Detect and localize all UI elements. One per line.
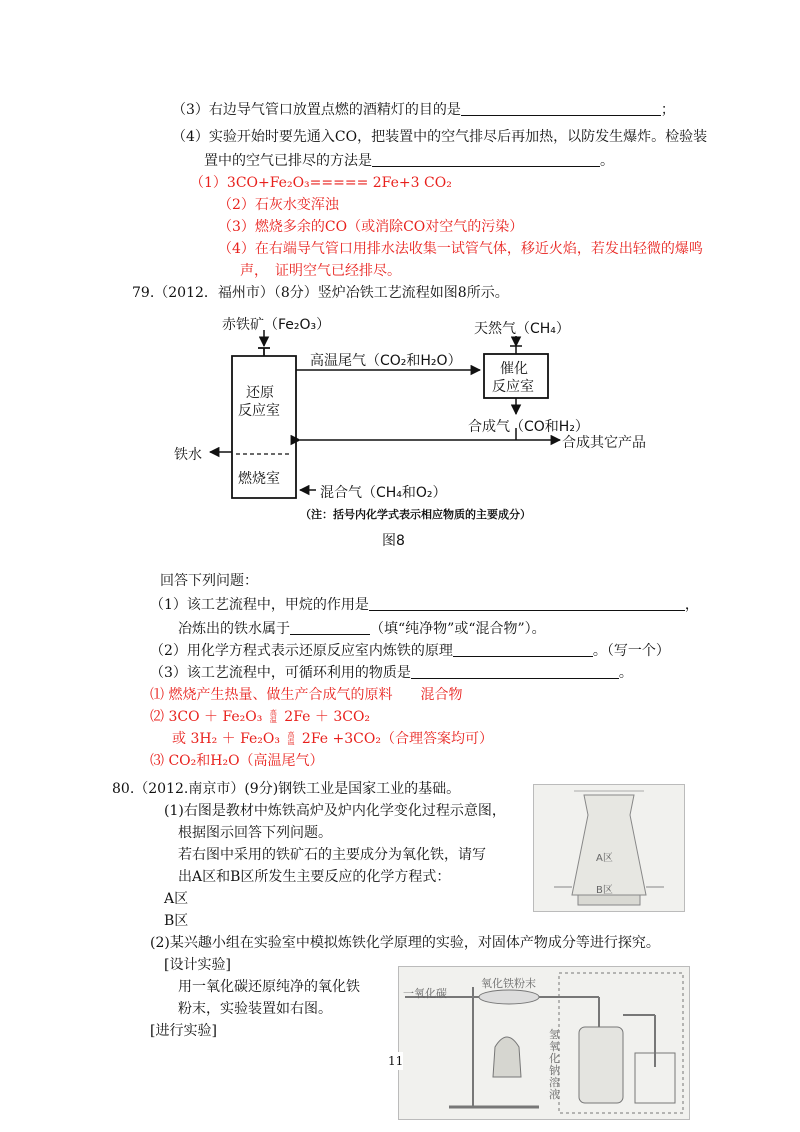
q79-prompt: 回答下列问题： [160,573,258,589]
catalytic-label-2: 反应室 [492,379,534,395]
furnace-area-b-label: B区 [596,885,613,896]
catalytic-label-1: 催化 [500,361,528,377]
q80-part1-line3: 若右图中采用的铁矿石的主要成分为氧化铁，请写 [178,847,486,863]
furnace-area-a-label: A区 [596,853,613,864]
q78-part3: （3）右边导气管口放置点燃的酒精灯的目的是 ； [172,102,675,118]
flow-diagram-lines [0,0,800,560]
q79-answer-3: ⑶ CO₂和H₂O（高温尾气） [150,753,324,769]
q80-part1-line2: 根据图示回答下列问题。 [178,825,332,841]
mixed-gas-label: 混合气（CH₄和O₂） [320,485,447,501]
q79-part1-line2: 冶炼出的铁水属于 （填“纯净物”或“混合物”）。 [178,621,546,637]
apparatus-fe2o3-label: 氧化铁粉末 [481,977,536,990]
diagram-note: （注：括号内化学式表示相应物质的主要成分） [300,508,531,521]
q80-area-a: A区 [164,891,189,907]
ore-label: 赤铁矿（Fe₂O₃） [222,317,331,333]
q80-header: 80.（2012.南京市）(9分)钢铁工业是国家工业的基础。 [112,781,461,797]
q78-answer-4-line1: （4）在右端导气管口用排水法收集一试管气体，移近火焰，若发出轻微的爆鸣 [218,241,703,257]
page-number: 11 [388,1054,404,1068]
combustion-label: 燃烧室 [238,471,280,487]
q79-answer-1: ⑴ 燃烧产生热量、做生产合成气的原料 混合物 [150,687,463,703]
q79-header: 79.（2012．福州市）（8分）竖炉冶铁工艺流程如图8所示。 [132,285,509,301]
apparatus-figure [398,966,690,1120]
q78-part4-line2: 置中的空气已排尽的方法是 。 [204,153,614,169]
q80-part2-line1: (2)某兴趣小组在实验室中模拟炼铁化学原理的实验，对固体产物成分等进行探究。 [150,935,660,951]
q79-part3: （3）该工艺流程中，可循环利用的物质是 。 [150,665,633,681]
q78-answer-3: （3）燃烧多余的CO（或消除CO对空气的污染） [218,219,524,235]
figure-caption: 图8 [382,533,405,549]
tail-gas-label: 高温尾气（CO₂和H₂O） [310,353,462,369]
q80-design-heading: [设计实验] [164,957,231,973]
syngas-label: 合成气（CO和H₂） [468,419,589,435]
blast-furnace-figure [533,784,685,912]
q80-conduct-heading: [进行实验] [150,1023,217,1039]
q79-part1-line1: （1）该工艺流程中，甲烷的作用是 ， [150,597,699,613]
q79-answer-2b: 或 3H₂ ＋ Fe₂O₃ 高 温 2Fe +3CO₂（合理答案均可） [172,731,493,747]
q79-answer-2: ⑵ 3CO ＋ Fe₂O₃ 高 温 2Fe ＋ 3CO₂ [150,709,371,725]
other-products-label: 合成其它产品 [562,435,646,451]
q80-part1-line1: (1)右图是教材中炼铁高炉及炉内化学变化过程示意图， [164,803,506,819]
natural-gas-label: 天然气（CH₄） [474,321,570,337]
q80-design-text-1: 用一氧化碳还原纯净的氧化铁 [178,979,360,995]
apparatus-co-label: 一氧化碳 [403,987,447,1000]
q80-area-b: B区 [164,913,189,929]
q80-part1-line4: 出A区和B区所发生主要反应的化学方程式： [178,869,451,885]
q78-answer-4-line2: 声， 证明空气已经排尽。 [240,263,401,279]
apparatus-naoh-label: 氢氧化钠溶液 [549,1028,560,1101]
q79-part2: （2）用化学方程式表示还原反应室内炼铁的原理 。（写一个） [150,643,670,659]
q78-answer-1: （1）3CO+Fe₂O₃===== 2Fe+3 CO₂ [190,175,452,191]
reduction-label-2: 反应室 [238,403,280,419]
reduction-label-1: 还原 [246,385,274,401]
q78-answer-2: （2）石灰水变浑浊 [218,197,339,213]
q80-design-text-2: 粉末，实验装置如右图。 [178,1001,332,1017]
molten-iron-label: 铁水 [174,447,202,463]
q78-part4-line1: （4）实验开始时要先通入CO，把装置中的空气排尽后再加热，以防发生爆炸。检验装 [172,129,708,145]
